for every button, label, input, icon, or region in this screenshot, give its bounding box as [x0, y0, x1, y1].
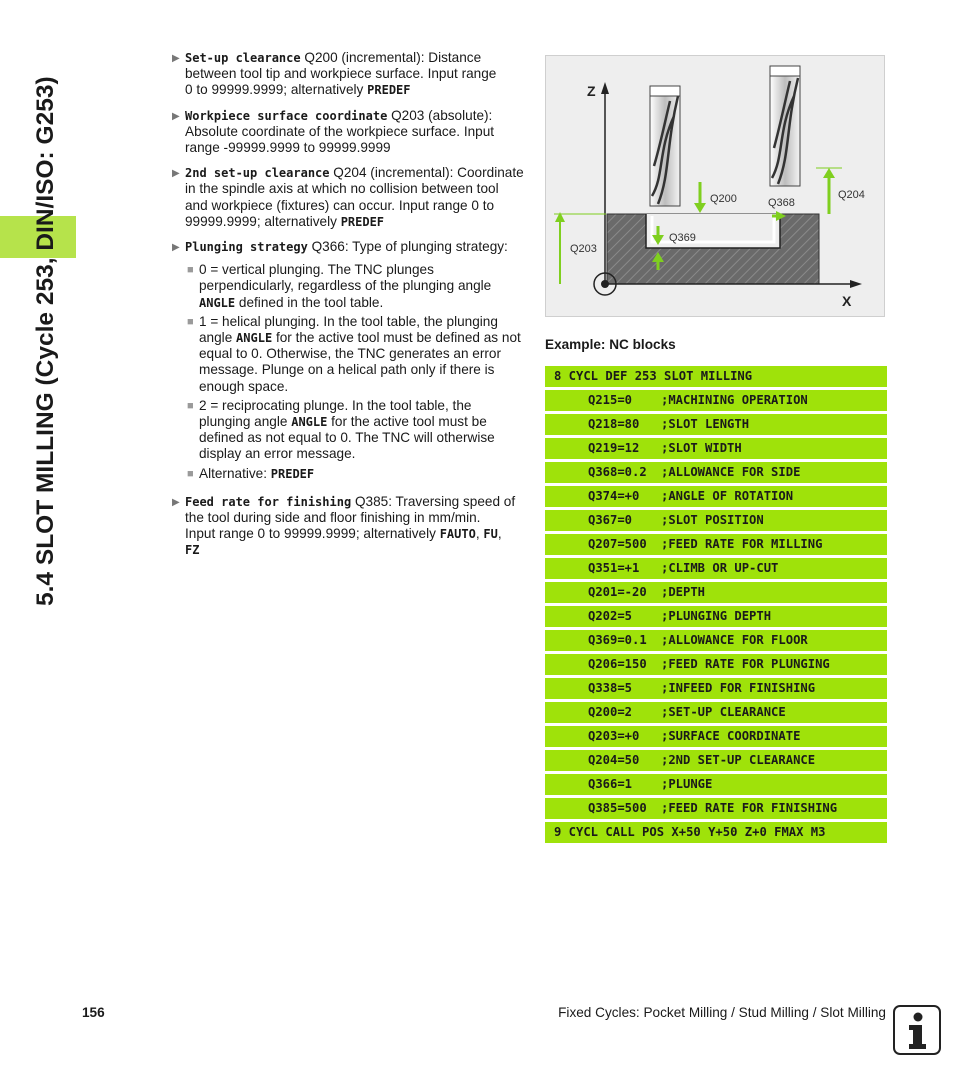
- param-desc: Q200 (incremental): Distance: [300, 50, 482, 65]
- param-desc: in the spindle axis at which no collision between tool: [185, 181, 499, 197]
- bullet-arrow-icon: ▶: [172, 53, 180, 64]
- nc-row: [545, 606, 887, 627]
- option-text: 0 = vertical plunging. The TNC plunges perpendicularly, regardless of the plunging angle: [199, 262, 492, 294]
- nc-comment: ;SURFACE COORDINATE: [661, 729, 801, 743]
- nc-row: [545, 822, 887, 843]
- square-bullet-icon: ■: [187, 315, 194, 328]
- square-bullet-icon: ■: [187, 467, 194, 480]
- param-q204: [172, 165, 524, 230]
- nc-block-list: [545, 366, 887, 846]
- parameter-list: [172, 50, 524, 568]
- square-bullet-icon: ■: [187, 264, 194, 277]
- bullet-arrow-icon: ▶: [172, 110, 180, 122]
- nc-comment: ;FEED RATE FOR PLUNGING: [661, 657, 830, 671]
- feed-code: FU: [483, 527, 498, 542]
- param-name: Set-up clearance: [185, 51, 301, 65]
- q200-label: Q200: [710, 193, 737, 205]
- nc-param: Q374=+0: [588, 489, 640, 503]
- param-name: Workpiece surface coordinate: [185, 108, 388, 123]
- param-desc: Q204 (incremental): Coordinate: [329, 165, 524, 181]
- nc-comment: ;SLOT WIDTH: [661, 441, 742, 455]
- side-title: [28, 30, 62, 610]
- nc-row: [545, 510, 887, 531]
- option-text: 1 = helical plunging. In the tool table, the plunging angle: [199, 313, 498, 346]
- predef-code: PREDEF: [340, 214, 385, 229]
- option-text: for the active tool must be defined as not equal to 0. Otherwise, the TNC generates an error message. Plunge on a helical path only if there is enough space.: [199, 330, 521, 394]
- separator: ,: [497, 526, 502, 542]
- nc-row: [545, 654, 887, 675]
- param-desc: Absolute coordinate of the workpiece surface. Input: [185, 123, 495, 139]
- nc-comment: ;ALLOWANCE FOR FLOOR: [661, 633, 808, 647]
- nc-param: Q200=2: [588, 705, 633, 719]
- predef-code: PREDEF: [367, 83, 411, 98]
- x-axis-label: X: [842, 293, 852, 309]
- option-code: ANGLE: [236, 331, 273, 346]
- nc-row: [545, 774, 887, 795]
- nc-comment: ;MACHINING OPERATION: [661, 393, 808, 407]
- param-desc: the tool during side and floor finishing in mm/min.: [185, 510, 481, 526]
- param-q200: [172, 50, 524, 99]
- nc-row: [545, 414, 887, 435]
- nc-param: Q207=500: [588, 537, 647, 551]
- param-desc: Input range 0 to 99999.9999; alternatively: [185, 526, 440, 542]
- option-text: Alternative:: [199, 465, 271, 481]
- chapter-title: 5.4 SLOT MILLING (Cycle 253, DIN/ISO: G253): [32, 76, 59, 606]
- example-heading: Example: NC blocks: [545, 337, 676, 352]
- nc-param: Q201=-20: [588, 585, 647, 599]
- nc-row: [545, 678, 887, 699]
- nc-param: Q368=0.2: [588, 465, 647, 479]
- nc-line: 8 CYCL DEF 253 SLOT MILLING: [554, 369, 753, 383]
- option-text: 2 = reciprocating plunge. In the tool table, the plunging angle: [199, 397, 472, 430]
- option-item: [172, 262, 524, 311]
- nc-param: Q203=+0: [588, 729, 640, 743]
- page-number: 156: [82, 1005, 105, 1020]
- nc-comment: ;SLOT POSITION: [661, 513, 764, 527]
- nc-comment: ;SET-UP CLEARANCE: [661, 705, 786, 719]
- option-code: ANGLE: [199, 295, 236, 310]
- nc-param: Q206=150: [588, 657, 647, 671]
- nc-row: [545, 486, 887, 507]
- nc-comment: ;SLOT LENGTH: [661, 417, 750, 431]
- param-q385: [172, 494, 524, 559]
- nc-comment: ;PLUNGING DEPTH: [661, 609, 772, 623]
- nc-row: [545, 438, 887, 459]
- nc-comment: ;2ND SET-UP CLEARANCE: [661, 753, 816, 767]
- nc-row: [545, 534, 887, 555]
- nc-param: Q366=1: [588, 777, 633, 791]
- nc-param: Q338=5: [588, 681, 633, 695]
- nc-row: [545, 798, 887, 819]
- square-bullet-icon: ■: [187, 399, 194, 412]
- nc-param: Q351=+1: [588, 561, 640, 575]
- nc-row: [545, 462, 887, 483]
- option-text: defined in the tool table.: [235, 294, 384, 310]
- param-desc: range -99999.9999 to 99999.9999: [185, 140, 391, 156]
- plunge-options: [172, 262, 524, 482]
- nc-param: Q204=50: [588, 753, 640, 767]
- q200-arrow: [694, 182, 706, 213]
- param-desc: between tool tip and workpiece surface. Input range: [185, 66, 497, 82]
- nc-param: Q215=0: [588, 393, 633, 407]
- nc-param: Q218=80: [588, 417, 640, 431]
- info-icon[interactable]: [893, 1005, 941, 1055]
- nc-line: 9 CYCL CALL POS X+50 Y+50 Z+0 FMAX M3: [554, 825, 826, 839]
- option-code: ANGLE: [291, 415, 328, 430]
- nc-row: [545, 630, 887, 651]
- param-q366: [172, 239, 524, 255]
- bullet-arrow-icon: ▶: [172, 242, 180, 254]
- bullet-arrow-icon: ▶: [172, 168, 180, 180]
- option-item: [172, 314, 524, 395]
- param-desc: Q385: Traversing speed of: [351, 493, 516, 509]
- slot-milling-diagram: [545, 55, 885, 317]
- param-name: Feed rate for finishing: [185, 494, 352, 509]
- param-desc: 99999.9999; alternatively: [185, 213, 341, 229]
- nc-comment: ;ALLOWANCE FOR SIDE: [661, 465, 801, 479]
- nc-row: [545, 582, 887, 603]
- bullet-arrow-icon: ▶: [172, 496, 180, 508]
- nc-comment: ;DEPTH: [661, 585, 706, 599]
- nc-row: [545, 726, 887, 747]
- z-axis-label: Z: [587, 83, 596, 99]
- param-desc: Q203 (absolute):: [387, 107, 493, 123]
- option-code: PREDEF: [270, 466, 315, 481]
- separator: ,: [475, 526, 484, 542]
- nc-comment: ;FEED RATE FOR FINISHING: [661, 801, 838, 815]
- param-q203: [172, 108, 524, 157]
- q369-label: Q369: [669, 232, 696, 244]
- nc-param: Q369=0.1: [588, 633, 647, 647]
- param-name: Plunging strategy: [185, 240, 308, 255]
- option-text: for the active tool must be defined as not equal to 0. The TNC will otherwise display an error message.: [199, 414, 495, 462]
- param-desc: 0 to 99999.9999; alternatively: [185, 82, 368, 98]
- nc-comment: ;ANGLE OF ROTATION: [661, 489, 794, 503]
- param-desc: Q366: Type of plunging strategy:: [307, 239, 508, 255]
- nc-param: Q202=5: [588, 609, 633, 623]
- nc-comment: ;PLUNGE: [661, 777, 713, 791]
- param-desc: and workpiece (fixtures) can occur. Input range 0 to: [185, 197, 495, 213]
- nc-comment: ;CLIMB OR UP-CUT: [661, 561, 779, 575]
- feed-code: FAUTO: [439, 527, 476, 542]
- nc-comment: ;INFEED FOR FINISHING: [661, 681, 816, 695]
- option-item: [172, 466, 524, 482]
- nc-row: [545, 750, 887, 771]
- footer-title: Fixed Cycles: Pocket Milling / Stud Milling / Slot Milling: [558, 1005, 886, 1020]
- q203-label: Q203: [570, 243, 597, 255]
- q204-label: Q204: [838, 189, 865, 201]
- nc-row: [545, 558, 887, 579]
- milling-cutter-left: [650, 86, 680, 206]
- q368-label: Q368: [768, 197, 795, 209]
- nc-row: [545, 390, 887, 411]
- nc-param: Q385=500: [588, 801, 647, 815]
- nc-param: Q367=0: [588, 513, 633, 527]
- param-name: 2nd set-up clearance: [185, 166, 330, 181]
- nc-comment: ;FEED RATE FOR MILLING: [661, 537, 823, 551]
- nc-param: Q219=12: [588, 441, 640, 455]
- nc-row: [545, 702, 887, 723]
- workpiece: [607, 214, 819, 284]
- feed-code: FZ: [185, 543, 200, 558]
- option-item: [172, 398, 524, 463]
- milling-cutter-right: [770, 66, 800, 186]
- nc-row: [545, 366, 887, 387]
